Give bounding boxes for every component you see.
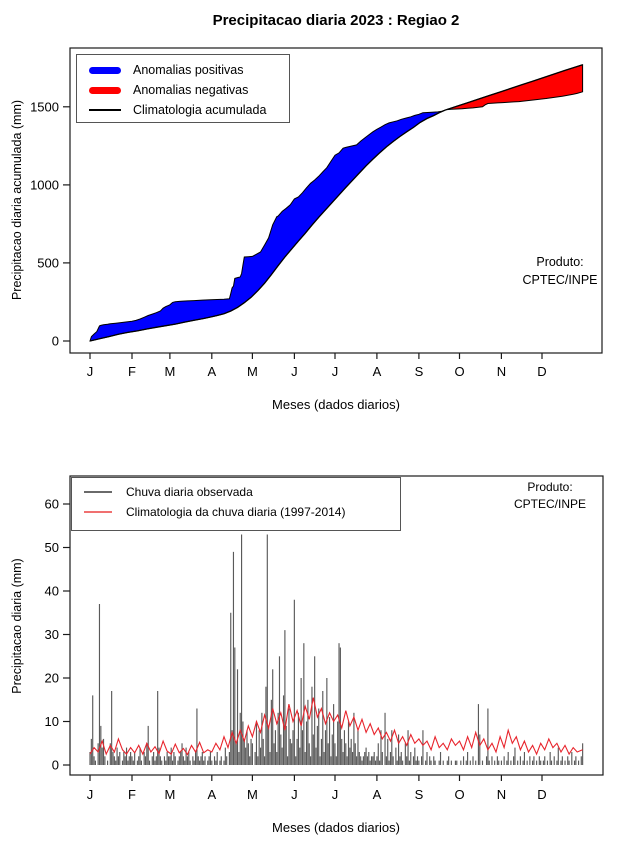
- top-x-tick-label: A: [207, 364, 217, 379]
- bottom-x-tick-label: F: [128, 787, 136, 802]
- bottom-y-tick-label: 30: [44, 627, 59, 642]
- top-produto-annotation: [500, 253, 620, 289]
- positive-anomaly-area: [90, 110, 446, 341]
- climatology-line-swatch-icon: [89, 109, 121, 111]
- top-y-tick-label: 500: [37, 255, 59, 271]
- legend-label: Chuva diaria observada: [126, 485, 253, 499]
- bottom-chart-legend: [71, 477, 401, 531]
- bottom-x-tick-label: J: [291, 787, 298, 802]
- top-y-tick-label: 1000: [30, 177, 59, 193]
- bottom-y-tick-label: 0: [51, 757, 59, 773]
- produto-line1: Produto:: [536, 255, 584, 269]
- bottom-x-tick-label: M: [164, 787, 176, 802]
- bottom-y-tick-label: 50: [44, 540, 59, 555]
- top-x-tick-label: J: [291, 364, 298, 379]
- top-x-tick-label: M: [246, 364, 258, 379]
- produto-line2: CPTEC/INPE: [522, 273, 598, 287]
- top-y-axis-label: Precipitacao diaria acumulada (mm): [10, 99, 24, 301]
- bottom-y-axis-label: Precipitacao diaria (mm): [10, 558, 24, 694]
- legend-item-daily-climatology: [84, 502, 400, 522]
- top-x-tick-label: O: [454, 364, 465, 379]
- bottom-x-axis-label: Meses (dados diarios): [272, 820, 400, 835]
- legend-label: Anomalias negativas: [133, 83, 249, 97]
- bottom-x-tick-label: N: [496, 787, 507, 802]
- bottom-x-tick-label: J: [331, 787, 339, 802]
- bottom-y-tick-label: 40: [44, 583, 59, 599]
- page-title: Precipitacao diaria 2023 : Regiao 2: [212, 12, 460, 29]
- climatology-daily-line: [90, 698, 583, 755]
- produto-line2: CPTEC/INPE: [513, 497, 586, 511]
- legend-item-positive-anomalies: [89, 60, 289, 80]
- top-x-tick-label: S: [414, 364, 424, 379]
- top-y-tick-label: 0: [51, 333, 59, 349]
- top-x-tick-label: J: [86, 364, 94, 379]
- legend-item-climatology-cumulative: [89, 100, 289, 120]
- legend-label: Anomalias positivas: [133, 63, 244, 77]
- top-y-tick-label: 1500: [30, 99, 59, 115]
- top-x-tick-label: N: [496, 364, 507, 379]
- daily-climatology-swatch-icon: [84, 511, 112, 513]
- bottom-y-tick-label: 60: [44, 496, 59, 512]
- produto-line1: Produto:: [527, 480, 573, 494]
- positive-anomaly-swatch-icon: [89, 67, 121, 74]
- top-x-tick-label: J: [331, 364, 339, 379]
- legend-label: Climatologia acumulada: [133, 103, 267, 117]
- observed-rain-swatch-icon: [84, 491, 112, 493]
- bottom-y-tick-label: 20: [44, 670, 59, 686]
- negative-anomaly-swatch-icon: [89, 87, 121, 94]
- top-x-tick-label: A: [372, 364, 382, 379]
- top-chart-legend: [76, 54, 290, 123]
- bottom-x-tick-label: S: [414, 787, 424, 802]
- bottom-y-tick-label: 10: [44, 714, 59, 729]
- top-x-tick-label: F: [128, 364, 136, 379]
- legend-label: Climatologia da chuva diaria (1997-2014): [126, 505, 346, 519]
- top-x-tick-label: M: [164, 364, 176, 379]
- legend-item-observed-rain: [84, 482, 400, 502]
- bottom-produto-annotation: [493, 479, 607, 513]
- bottom-x-tick-label: D: [537, 787, 547, 802]
- bottom-x-tick-label: M: [246, 787, 258, 802]
- bottom-x-tick-label: O: [454, 787, 465, 802]
- top-x-axis-label: Meses (dados diarios): [272, 397, 400, 412]
- top-x-tick-label: D: [537, 364, 547, 379]
- bottom-x-tick-label: J: [86, 787, 94, 802]
- bottom-x-tick-label: A: [372, 787, 382, 802]
- bottom-x-tick-label: A: [207, 787, 217, 802]
- legend-item-negative-anomalies: [89, 80, 289, 100]
